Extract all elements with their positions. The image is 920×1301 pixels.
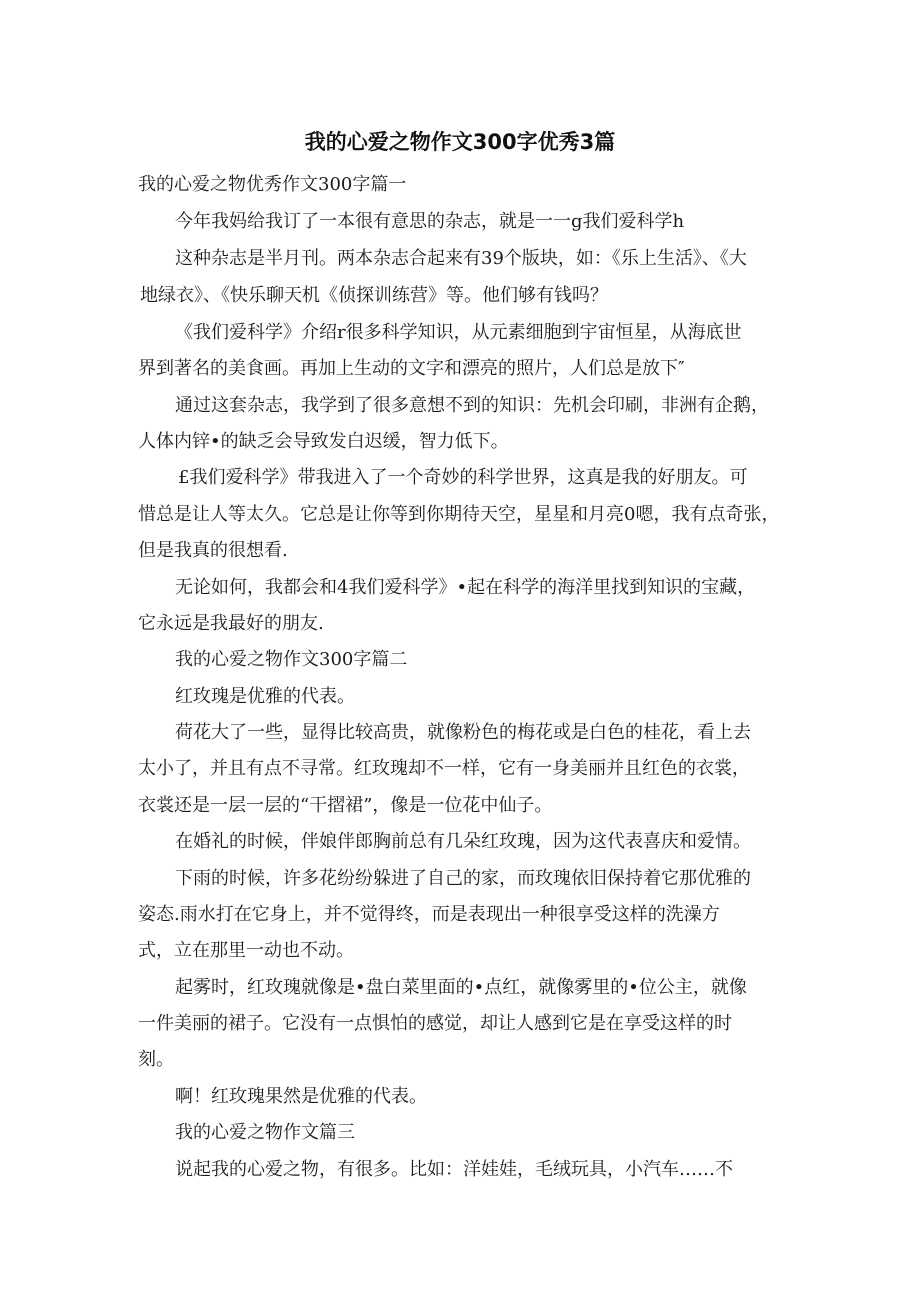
paragraph-line: 太小了，并且有点不寻常。红玫瑰却不一样，它有一身美丽并且红色的衣裳， <box>138 758 750 779</box>
paragraph-line: 界到著名的美食画。再加上生动的文字和漂亮的照片，人们总是放下″ <box>138 358 685 379</box>
paragraph-line: 但是我真的很想看. <box>138 540 288 561</box>
paragraph-line: 人体内锌•的缺乏会导致发白迟缓，智力低下。 <box>138 431 509 452</box>
paragraph-line: 地绿衣》、《快乐聊天机《侦探训练营》等。他们够有钱吗？ <box>140 285 608 306</box>
paragraph-line: 《我们爱科学》介绍r很多科学知识，从元素细胞到宇宙恒星，从海底世 <box>175 322 742 343</box>
paragraph-line: 啊！红玫瑰果然是优雅的代表。 <box>175 1086 427 1107</box>
heading-part-3: 我的心爱之物作文篇三 <box>175 1122 355 1143</box>
paragraph-line: 今年我妈给我订了一本很有意思的杂志，就是一一g我们爱科学h <box>175 211 685 232</box>
paragraph-line: 说起我的心爱之物，有很多。比如：洋娃娃，毛绒玩具，小汽车……不 <box>175 1159 733 1180</box>
paragraph-line: 下雨的时候，许多花纷纷躲进了自己的家，而玫瑰依旧保持着它那优雅的 <box>175 868 751 889</box>
heading-part-1: 我的心爱之物优秀作文300字篇一 <box>138 174 407 195</box>
paragraph-line: 红玫瑰是优雅的代表。 <box>175 686 355 707</box>
paragraph-line: £我们爱科学》带我进入了一个奇妙的科学世界，这真是我的好朋友。可 <box>178 467 748 488</box>
paragraph-line: 它永远是我最好的朋友. <box>138 613 324 634</box>
paragraph-line: 起雾时，红玫瑰就像是•盘白菜里面的•点红，就像雾里的•位公主，就像 <box>175 977 747 998</box>
paragraph-line: 通过这套杂志，我学到了很多意想不到的知识：先机会印刷，非洲有企鹅， <box>175 395 769 416</box>
paragraph-line: 一件美丽的裙子。它没有一点惧怕的感觉，却让人感到它是在享受这样的时 <box>138 1013 732 1034</box>
paragraph-line: 荷花大了一些，显得比较高贵，就像粉色的梅花或是白色的桂花，看上去 <box>175 722 751 743</box>
paragraph-line: 无论如何，我都会和4我们爱科学》•起在科学的海洋里找到知识的宝藏， <box>175 577 756 598</box>
paragraph-line: 姿态.雨水打在它身上，并不觉得终，而是表现出一种很享受这样的洗澡方 <box>138 904 720 925</box>
paragraph-line: 在婚礼的时候，伴娘伴郎胸前总有几朵红玫瑰，因为这代表喜庆和爱情。 <box>175 831 751 852</box>
paragraph-line: 刻。 <box>138 1049 174 1070</box>
paragraph-line: 这种杂志是半月刊。两本杂志合起来有39个版块，如：《乐上生活》、《大 <box>175 248 747 269</box>
heading-part-2: 我的心爱之物作文300字篇二 <box>175 649 408 670</box>
paragraph-line: 衣裳还是一层一层的“干摺裙”，像是一位花中仙子。 <box>138 795 553 816</box>
paragraph-line: 式，立在那里一动也不动。 <box>138 940 354 961</box>
document-title: 我的心爱之物作文300字优秀3篇 <box>304 130 616 154</box>
paragraph-line: 惜总是让人等太久。它总是让你等到你期待天空，星星和月亮0嗯，我有点奇张， <box>138 504 780 525</box>
